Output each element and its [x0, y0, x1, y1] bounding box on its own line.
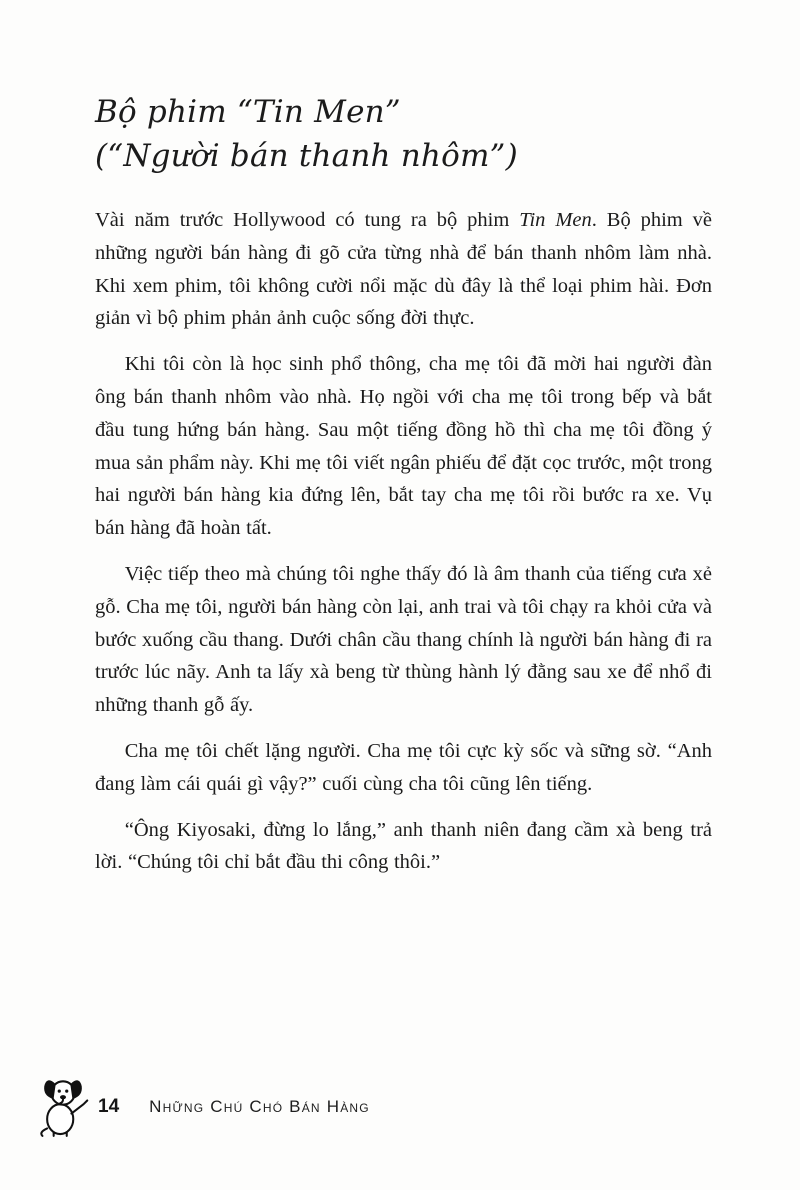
paragraph-5: “Ông Kiyosaki, đừng lo lắng,” anh thanh niên đang cầm xà beng trả lời. “Chúng tôi chỉ bắt đầu thi công thôi.” [95, 818, 712, 874]
paragraph-1-text-after: . Bộ phim về những người bán hàng đi gõ cửa từng nhà để bán thanh nhôm làm nhà. Khi xem phim, tôi không cười nổi mặc dù đây là thể loại phim hài. Đơn giản vì bộ phim phản ảnh cuộc sống đời thực. [95, 209, 712, 330]
paragraph-4: Cha mẹ tôi chết lặng người. Cha mẹ tôi cực kỳ sốc và sững sờ. “Anh đang làm cái quái gì vậy?” cuối cùng cha tôi cũng lên tiếng. [95, 739, 712, 795]
dog-cartoon-icon [34, 1075, 92, 1139]
chapter-title [95, 90, 712, 178]
paragraph-3: Việc tiếp theo mà chúng tôi nghe thấy đó là âm thanh của tiếng cưa xẻ gỗ. Cha mẹ tôi, người bán hàng còn lại, anh trai và tôi chạy ra khỏi cửa và bước xuống cầu thang. Dưới chân cầu thang chính là người bán hàng đi ra trước lúc nãy. Anh ta lấy xà beng từ thùng hành lý đằng sau xe để nhổ đi những thanh gỗ ấy. [95, 563, 712, 717]
movie-title-inline: Tin Men [519, 209, 592, 232]
paragraph-1-text-before: Vài năm trước Hollywood có tung ra bộ phim [95, 209, 520, 232]
page-number: 14 [98, 1096, 120, 1117]
paragraph-1 [95, 204, 712, 335]
chapter-title-line-2: (“Người bán thanh nhôm”) [95, 138, 518, 175]
page-footer [34, 1072, 710, 1142]
book-title: Những Chú Chó Bán Hàng [149, 1097, 370, 1116]
paragraph-2: Khi tôi còn là học sinh phổ thông, cha mẹ tôi đã mời hai người đàn ông bán thanh nhôm vào nhà. Họ ngồi với cha mẹ tôi trong bếp và bắt đầu tung hứng bán hàng. Sau một tiếng đồng hồ thì cha mẹ tôi đồng ý mua sản phẩm này. Khi mẹ tôi viết ngân phiếu để đặt cọc trước, một trong hai người bán hàng kia đứng lên, bắt tay cha mẹ tôi rồi bước ra xe. Vụ bán hàng đã hoàn tất. [95, 353, 712, 540]
chapter-title-line-1: Bộ phim “Tin Men” [95, 94, 401, 130]
